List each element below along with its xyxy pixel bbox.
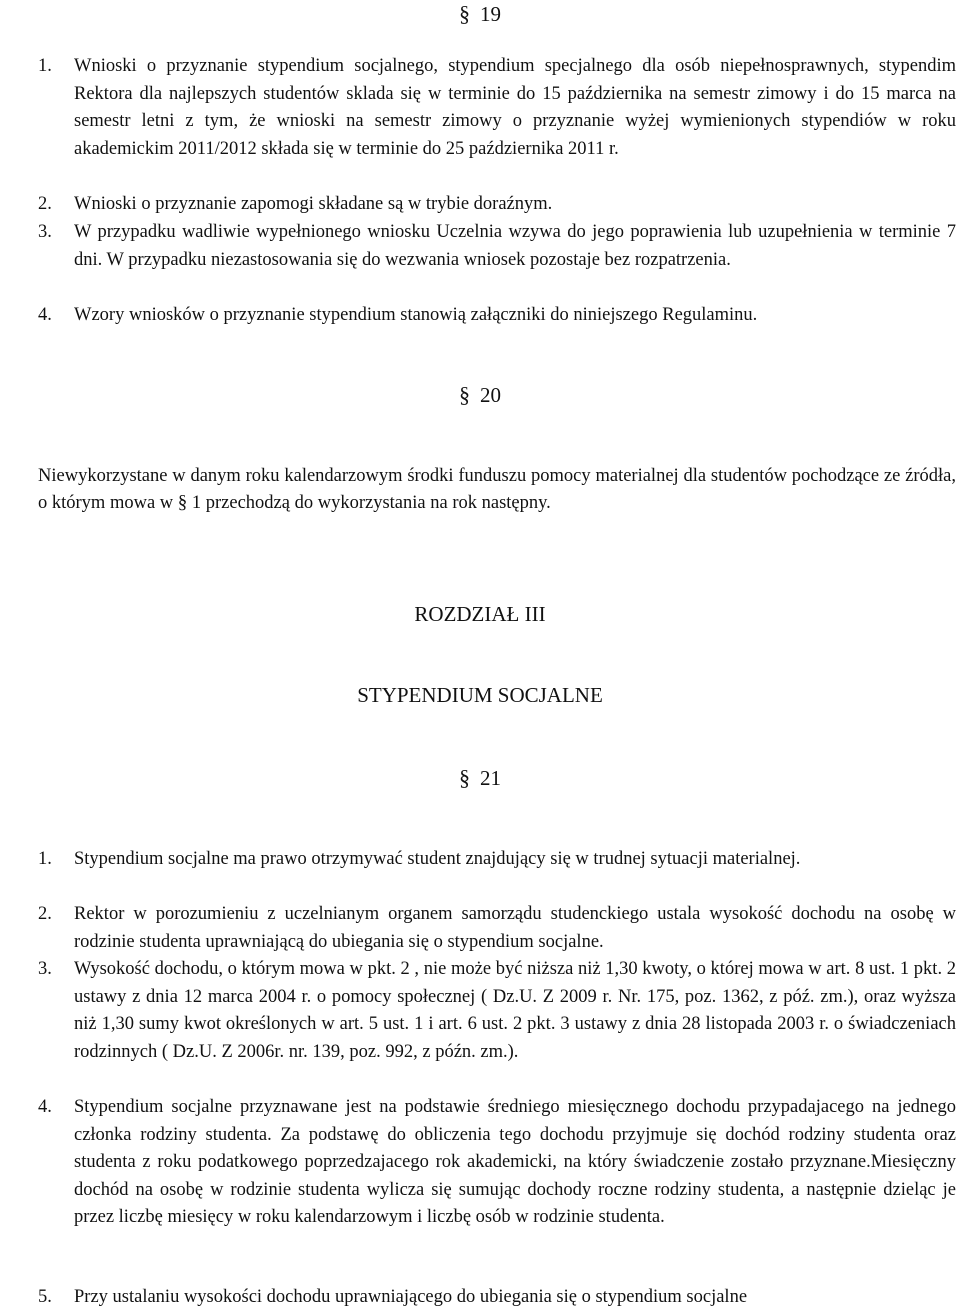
section-sign: § (459, 765, 470, 790)
section-19-item-2 (38, 191, 956, 219)
item-number: 5. (38, 1287, 52, 1307)
item-text: Wnioski o przyznanie zapomogi składane są w trybie doraźnym. (74, 194, 553, 214)
section-19-item-3 (38, 219, 956, 302)
section-sign: § (459, 382, 470, 407)
item-text: Stypendium socjalne ma prawo otrzymywać student znajdujący się w trudnej sytuacji materialnej. (74, 849, 801, 869)
section-number: 19 (480, 2, 501, 26)
section-number: 21 (480, 766, 501, 790)
section-21-item-4 (38, 1094, 956, 1287)
paragraph-text-start: Niewykorzystane w danym roku kalendarzowym środki funduszu pomocy materialnej dla studentów pochodzące ze źródła, o którym mowa w (38, 466, 956, 513)
chapter-title: STYPENDIUM SOCJALNE (357, 683, 603, 707)
section-21-heading (0, 764, 960, 792)
section-20-heading (0, 381, 960, 409)
item-text: Rektor w porozumieniu z uczelnianym organem samorządu studenckiego ustala wysokość dochodu na osobę w rodzinie studenta uprawniającą do ubiegania się o stypendium socjalne. (74, 904, 956, 952)
item-text: Wnioski o przyznanie stypendium socjalnego, stypendium specjalnego dla osób niepełnosprawnych, stypendim Rektora dla najlepszych studentów sklada się w terminie do 15 października na semestr zimowy i do 15 marca na semestr letni z tym, że wnioski na semestr zimowy o przyznanie wyżej wymienionych stypendiów w roku akademickim 2011/2012 składa się w terminie do 25 października 2011 r. (74, 56, 956, 159)
item-number: 2. (38, 194, 52, 214)
item-text: W przypadku wadliwie wypełnionego wniosku Uczelnia wzywa do jego poprawienia lub uzupełnienia w terminie 7 dni. W przypadku niezastosowania się do wezwania wniosek pozostaje bez rozpatrzenia. (74, 222, 956, 270)
section-19-heading (0, 0, 960, 28)
item-text: Wysokość dochodu, o którym mowa w pkt. 2 , nie może być niższa niż 1,30 kwoty, o której mowa w art. 8 ust. 1 pkt. 2 ustawy z dnia 12 marca 2004 r. o pomocy społecznej ( Dz.U. Z 2009 r. Nr. 175, poz. 1362, z póź. zm.), oraz wyższa niż 1,30 sumy kwot określonych w art. 5 ust. 1 i art. 6 ust. 2 pkt. 3 ustawy z dnia 28 listopada 2003 r. o świadczeniach rodzinnych ( Dz.U. Z 2006r. nr. 139, poz. 992, z późn. zm.). (74, 959, 956, 1062)
section-21-item-1 (38, 846, 956, 901)
section-21-item-5 (38, 1284, 956, 1312)
paragraph-text-end: 1 przechodzą do wykorzystania na rok następny. (191, 492, 551, 513)
chapter-label: ROZDZIAŁ III (414, 602, 546, 626)
item-number: 3. (38, 222, 52, 242)
item-number: 3. (38, 959, 52, 979)
section-sign: § (459, 1, 470, 26)
section-sign: § (177, 491, 188, 513)
item-number: 1. (38, 56, 52, 76)
section-number: 20 (480, 383, 501, 407)
section-20-paragraph (38, 463, 956, 517)
item-number: 1. (38, 849, 52, 869)
item-number: 4. (38, 1097, 52, 1117)
item-text: Przy ustalaniu wysokości dochodu uprawniającego do ubiegania się o stypendium socjalne (74, 1287, 748, 1307)
item-text: Stypendium socjalne przyznawane jest na podstawie średniego miesięcznego dochodu przypadajacego na jednego członka rodziny studenta. Za podstawę do obliczenia tego dochodu przyjmuje się dochód rodziny studenta oraz studenta z roku podatkowego poprzedzajacego rok akademicki, na który świadczenie zostało przyznane.Miesięczny dochód na osobę w rodzinie studenta wylicza się sumując dochody roczne rodziny studenta, a następnie dzieląc je przez liczbę miesięcy w roku kalendarzowym i liczbę osób w rodzinie studenta. (74, 1097, 956, 1227)
section-21-item-2 (38, 901, 956, 956)
section-19-item-4 (38, 302, 956, 330)
item-number: 4. (38, 305, 52, 325)
section-19-item-1 (38, 53, 956, 191)
section-21-item-3 (38, 956, 956, 1094)
item-text: Wzory wniosków o przyznanie stypendium stanowią załączniki do niniejszego Regulaminu. (74, 305, 758, 325)
item-number: 2. (38, 904, 52, 924)
